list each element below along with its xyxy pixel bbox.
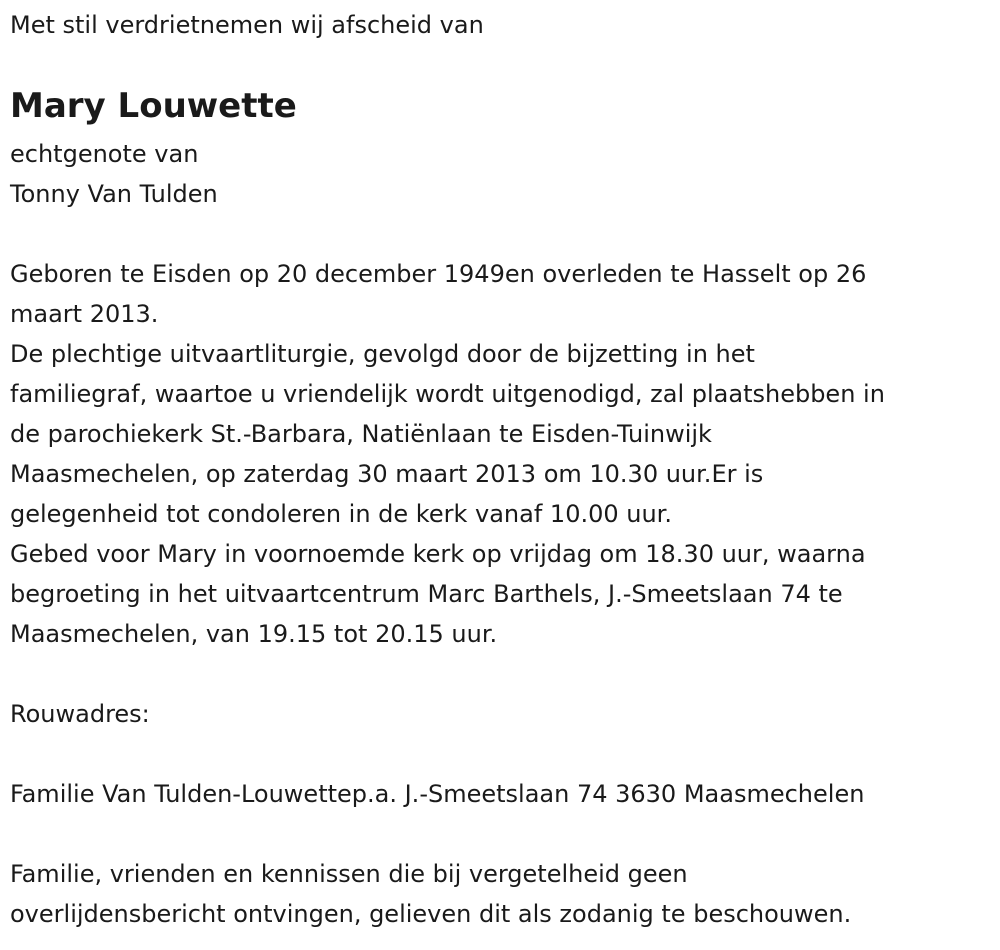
deceased-name: Mary Louwette xyxy=(10,86,297,126)
mourning-address: Familie Van Tulden-Louwettep.a. J.-Smeetslaan 74 3630 Maasmechelen xyxy=(10,780,865,808)
details-line: begroeting in het uitvaartcentrum Marc Barthels, J.-Smeetslaan 74 te xyxy=(10,580,843,608)
spouse-block xyxy=(10,134,990,214)
details-line: familiegraf, waartoe u vriendelijk wordt uitgenodigd, zal plaatshebben in xyxy=(10,380,885,408)
spouse-relation: echtgenote van xyxy=(10,140,199,168)
spouse-name: Tonny Van Tulden xyxy=(10,180,218,208)
closing-line: Familie, vrienden en kennissen die bij vergetelheid geen xyxy=(10,860,688,888)
mourning-address-label: Rouwadres: xyxy=(10,700,150,728)
details-line: Geboren te Eisden op 20 december 1949en overleden te Hasselt op 26 xyxy=(10,260,867,288)
details-line: gelegenheid tot condoleren in de kerk vanaf 10.00 uur. xyxy=(10,500,672,528)
funeral-details xyxy=(10,254,990,654)
closing-line: overlijdensbericht ontvingen, gelieven dit als zodanig te beschouwen. xyxy=(10,900,852,928)
details-line: de parochiekerk St.-Barbara, Natiënlaan te Eisden-Tuinwijk xyxy=(10,420,712,448)
closing-note xyxy=(10,854,990,934)
details-line: De plechtige uitvaartliturgie, gevolgd door de bijzetting in het xyxy=(10,340,755,368)
details-line: Maasmechelen, van 19.15 tot 20.15 uur. xyxy=(10,620,498,648)
intro-text: Met stil verdrietnemen wij afscheid van xyxy=(10,11,484,39)
details-line: Maasmechelen, op zaterdag 30 maart 2013 om 10.30 uur.Er is xyxy=(10,460,764,488)
details-line: Gebed voor Mary in voornoemde kerk op vrijdag om 18.30 uur, waarna xyxy=(10,540,866,568)
details-line: maart 2013. xyxy=(10,300,159,328)
